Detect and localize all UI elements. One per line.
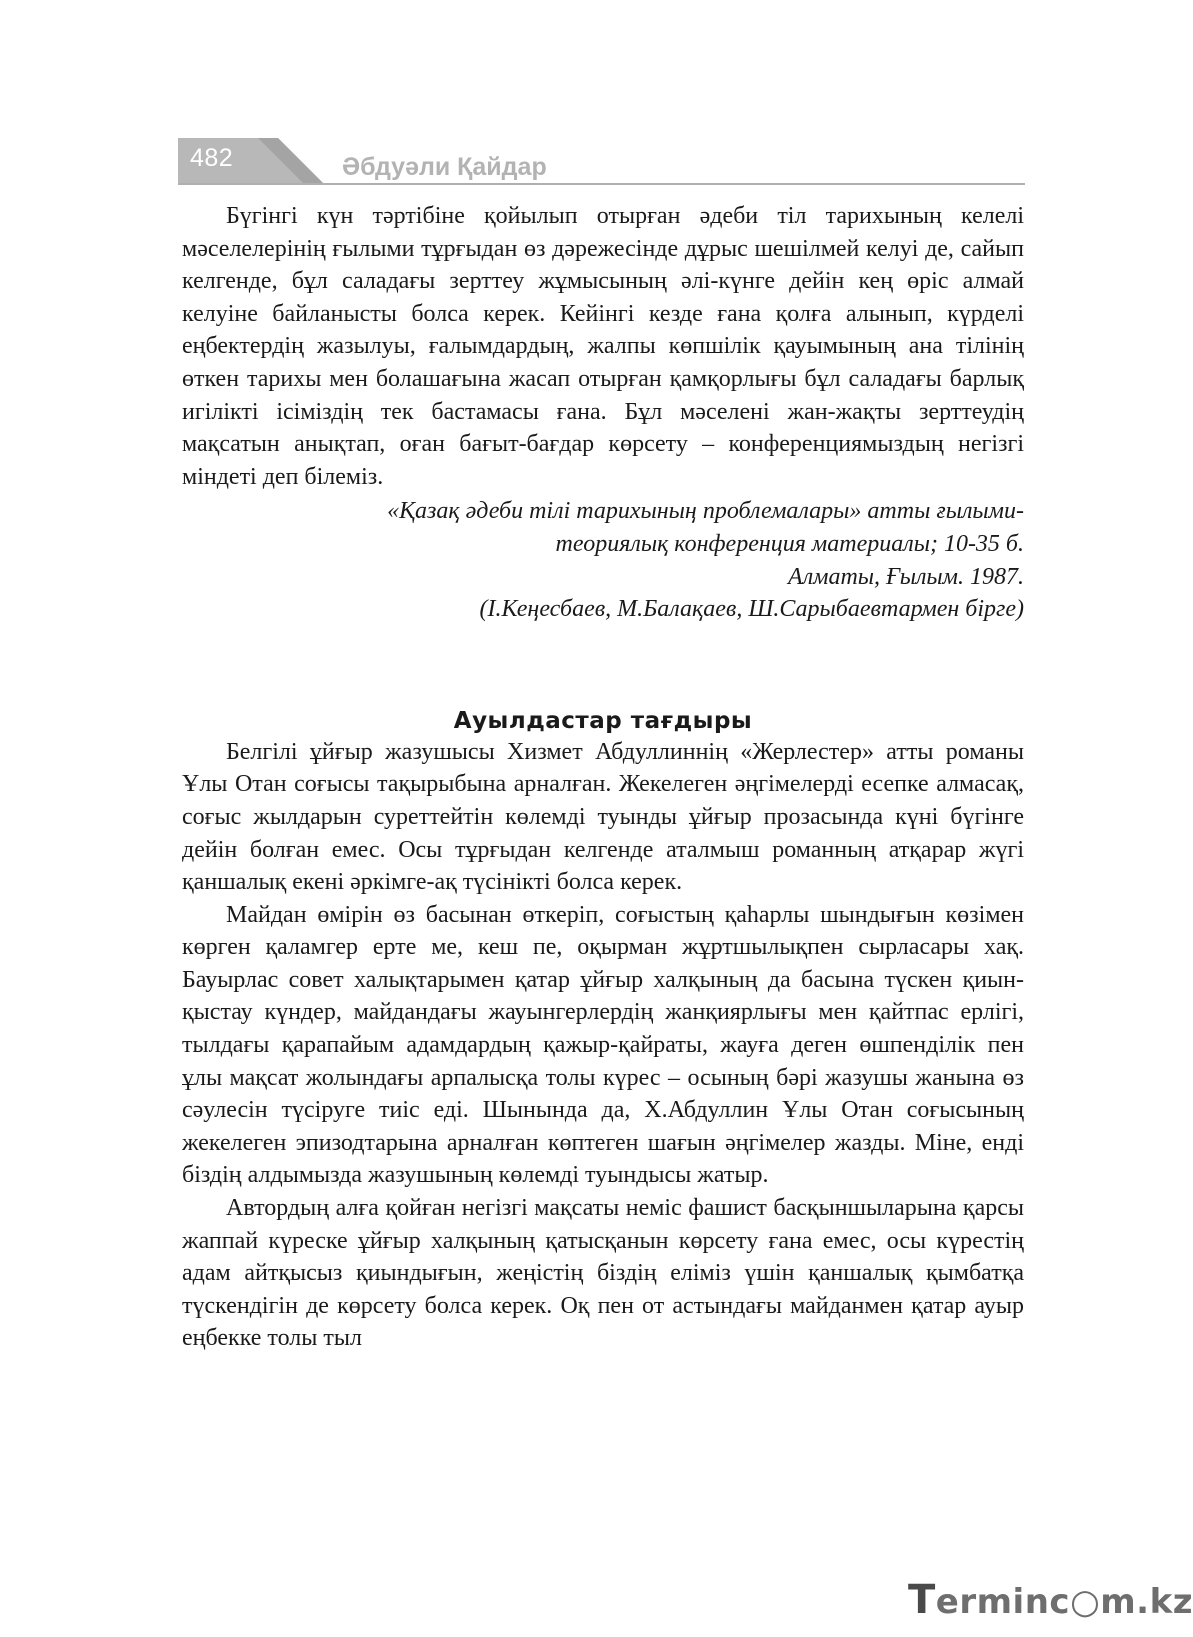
citation-block: [182, 495, 1024, 625]
body-paragraph: Майдан өмірін өз басынан өткеріп, соғыстың қаһарлы шындығын көзімен көрген қаламгер ерте ме, кеш пе, оқырман жұртшылықпен сырласары хақ. Бауырлас совет халықтарымен қатар ұйғыр халқының да басына түскен қиын-қыстау күндер, майдандағы жауынгерлердің жанқиярлығы мен қайтпас ерлігі, тылдағы қарапайым адамдардың қажыр-қайраты, жауға деген өшпенділік пен ұлы мақсат жолындағы арпалысқа толы күрес – осының бәрі жазушы жанына өз сәулесін түсіруге тиіс еді. Шынында да, Х.Абдуллин Ұлы Отан соғысының жекелеген эпизодтарына арналған көптеген шағын әңгімелер жазды. Міне, енді біздің алдымызда жазушының көлемді туындысы жатыр.: [182, 901, 1024, 1189]
watermark-initial: T: [908, 1577, 936, 1623]
section-title: Ауылдастар тағдыры: [453, 707, 753, 734]
body-paragraph: Автордың алға қойған негізгі мақсаты неміс фашист басқыншыларына қарсы жаппай күреске ұйғыр халқының қатысқанын көрсету ғана емес, осы күрестің адам айтқысыз қиындығын, жеңістің біздің еліміз үшін қаншалық қымбатқа түскендігін де көрсету болса керек. Оқ пен от астындағы майданмен қатар ауыр еңбекке толы тыл: [182, 1195, 1024, 1352]
running-head-author: Әбдуәли Қайдар: [342, 153, 547, 181]
page-number: 482: [190, 144, 234, 172]
citation-line: теориялық конференция материалы; 10-35 б.: [555, 530, 1024, 557]
body-paragraph: Бүгінгі күн тәртібіне қойылып отырған әдеби тіл тарихының келелі мәселелерінің ғылыми тұрғыдан өз дәрежесінде дұрыс шешілмей келуі де, сайып келгенде, бұл саладағы зерттеу жұмысының әлі-күнге дейін кең өріс алмай келуіне байланысты болса керек. Кейінгі кезде ғана қолға алынып, күрделі еңбектердің жазылуы, ғалымдардың, жалпы көпшілік қауымының ана тілінің өткен тарихы мен болашағына жасап отырған қамқорлығы бұл саладағы барлық игілікті ісіміздің тек бастамасы ғана. Бұл мәселені жан-жақты зерттеудің мақсатын анықтап, оған бағыт-бағдар көрсету – конференциямыздың негізгі міндеті деп білеміз.: [182, 203, 1024, 490]
watermark-text: erminc○m.kz: [935, 1582, 1193, 1622]
citation-line: Алматы, Ғылым. 1987.: [788, 563, 1024, 590]
site-watermark-logo: [908, 1577, 1193, 1623]
citation-line: «Қазақ әдеби тілі тарихының проблемалары» атты ғылыми-: [387, 498, 1024, 525]
citation-line: (І.Кеңесбаев, М.Балақаев, Ш.Сарыбаевтармен бірге): [479, 596, 1024, 623]
header-rule: [178, 183, 1025, 185]
page-header: [178, 138, 1025, 188]
page-body: [182, 200, 1024, 1355]
body-paragraph: Белгілі ұйғыр жазушысы Хизмет Абдуллиннің «Жерлестер» атты романы Ұлы Отан соғысы тақырыбына арналған. Жекелеген әңгімелерді есепке алмасақ, соғыс жылдарын суреттейтін көлемді туынды ұйғыр прозасында күні бүгінге дейін болған емес. Осы тұрғыдан келгенде аталмыш романның атқарар жүгі қаншалық екені әркімге-ақ түсінікті болса керек.: [182, 738, 1024, 896]
